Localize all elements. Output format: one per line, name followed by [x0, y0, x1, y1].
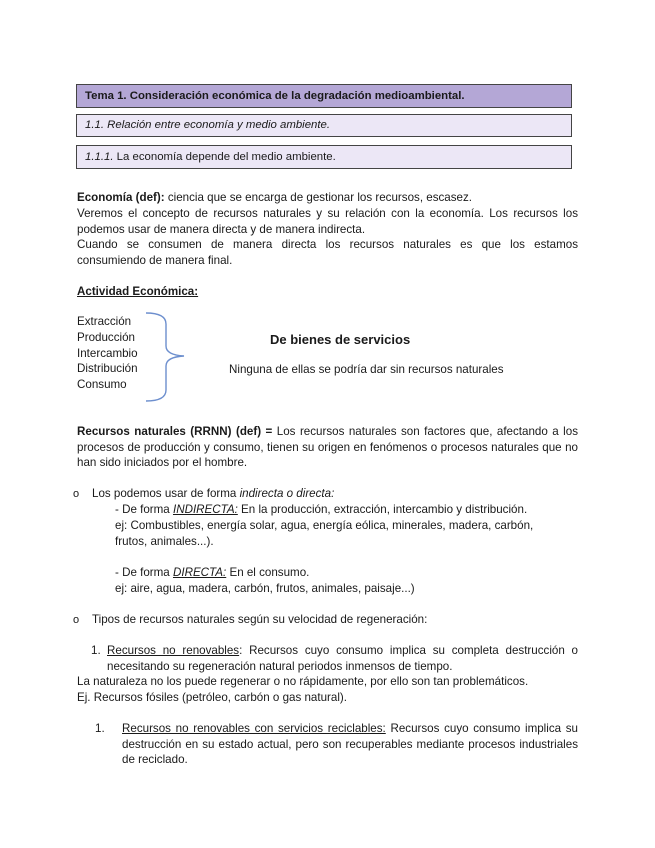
subsubsection-number: 1.1.1.: [85, 151, 114, 163]
economia-definition: [77, 190, 578, 206]
curly-brace: [140, 310, 190, 405]
tema-header: Tema 1. Consideración económica de la degradación medioambiental.: [76, 84, 572, 108]
economia-text: ciencia que se encarga de gestionar los recursos, escasez.: [164, 191, 473, 204]
reciclables-label: Recursos no renovables con servicios reciclables:: [122, 722, 386, 735]
reciclables-text: Recursos cuyo consumo implica su destrucción en su estado actual, pero son recuperables mediante procesos industriales de reciclado.: [122, 722, 578, 767]
indirecta-prefix: - De forma: [115, 503, 173, 516]
indirecta-text: En la producción, extracción, intercambio y distribución.: [237, 503, 528, 516]
economia-label: Economía (def):: [77, 191, 165, 204]
subsection-header: 1.1. Relación entre economía y medio ambiente.: [76, 114, 572, 137]
intro-paragraph-3: Cuando se consumen de manera directa los recursos naturales es que los estamos consumiendo de manera final.: [77, 238, 578, 267]
uso-lead-italic: indirecta o directa:: [239, 487, 335, 500]
list-number: 1.: [95, 722, 105, 735]
no-renovables-label: Recursos no renovables: [107, 644, 240, 657]
ninguna-note: Ninguna de ellas se podría dar sin recursos naturales: [229, 363, 504, 376]
uso-lead-text: Los podemos usar de forma: [92, 487, 240, 500]
no-renovables-item: [107, 643, 578, 674]
intro-paragraph-2: Veremos el concepto de recursos naturales y su relación con la economía. Los recursos los podemos usar de manera directa y de manera indirecta.: [77, 207, 578, 236]
subsubsection-header: [76, 145, 572, 169]
recursos-text: Los recursos naturales son factores que, afectando a los procesos de producción y consumo, tienen su origen en fenómenos o procesos naturales que no han sido iniciados por el hombre.: [77, 425, 578, 470]
actividad-title: Actividad Económica:: [77, 285, 199, 298]
bullet-icon: o: [73, 614, 80, 626]
directa-word: DIRECTA:: [172, 566, 227, 579]
directa-text: En el consumo.: [226, 566, 310, 579]
actividad-item: Producción: [77, 331, 136, 344]
fosiles-example: Ej. Recursos fósiles (petróleo, carbón o gas natural).: [77, 691, 348, 704]
recursos-label: Recursos naturales (RRNN) (def) =: [77, 425, 273, 438]
recursos-definition: [77, 424, 578, 471]
no-renovables-text: : Recursos cuyo consumo implica su completa destrucción o necesitando su regeneración natural periodos inmensos de tiempo.: [107, 644, 579, 673]
indirecta-word: INDIRECTA:: [172, 503, 238, 516]
uso-lead: [92, 486, 334, 502]
directa-line: [115, 565, 309, 581]
subsubsection-title: La economía depende del medio ambiente.: [113, 151, 336, 163]
actividad-item: Distribución: [77, 362, 138, 375]
directa-example: ej: aire, agua, madera, carbón, frutos, animales, paisaje...): [115, 582, 415, 595]
list-number: 1.: [91, 644, 101, 657]
actividad-item: Intercambio: [77, 347, 138, 360]
naturaleza-note: La naturaleza no los puede regenerar o no rápidamente, por ello son tan problemáticos.: [77, 675, 529, 688]
directa-prefix: - De forma: [115, 566, 173, 579]
actividad-item: Consumo: [77, 378, 127, 391]
indirecta-example-1: ej: Combustibles, energía solar, agua, energía eólica, minerales, madera, carbón,: [115, 519, 534, 532]
actividad-item: Extracción: [77, 315, 132, 328]
bullet-icon: o: [73, 488, 80, 500]
indirecta-line: [115, 502, 527, 518]
bienes-servicios: De bienes de servicios: [270, 332, 411, 347]
tipos-lead: Tipos de recursos naturales según su velocidad de regeneración:: [92, 613, 428, 626]
reciclables-item: [122, 721, 578, 768]
indirecta-example-2: frutos, animales...).: [115, 535, 214, 548]
